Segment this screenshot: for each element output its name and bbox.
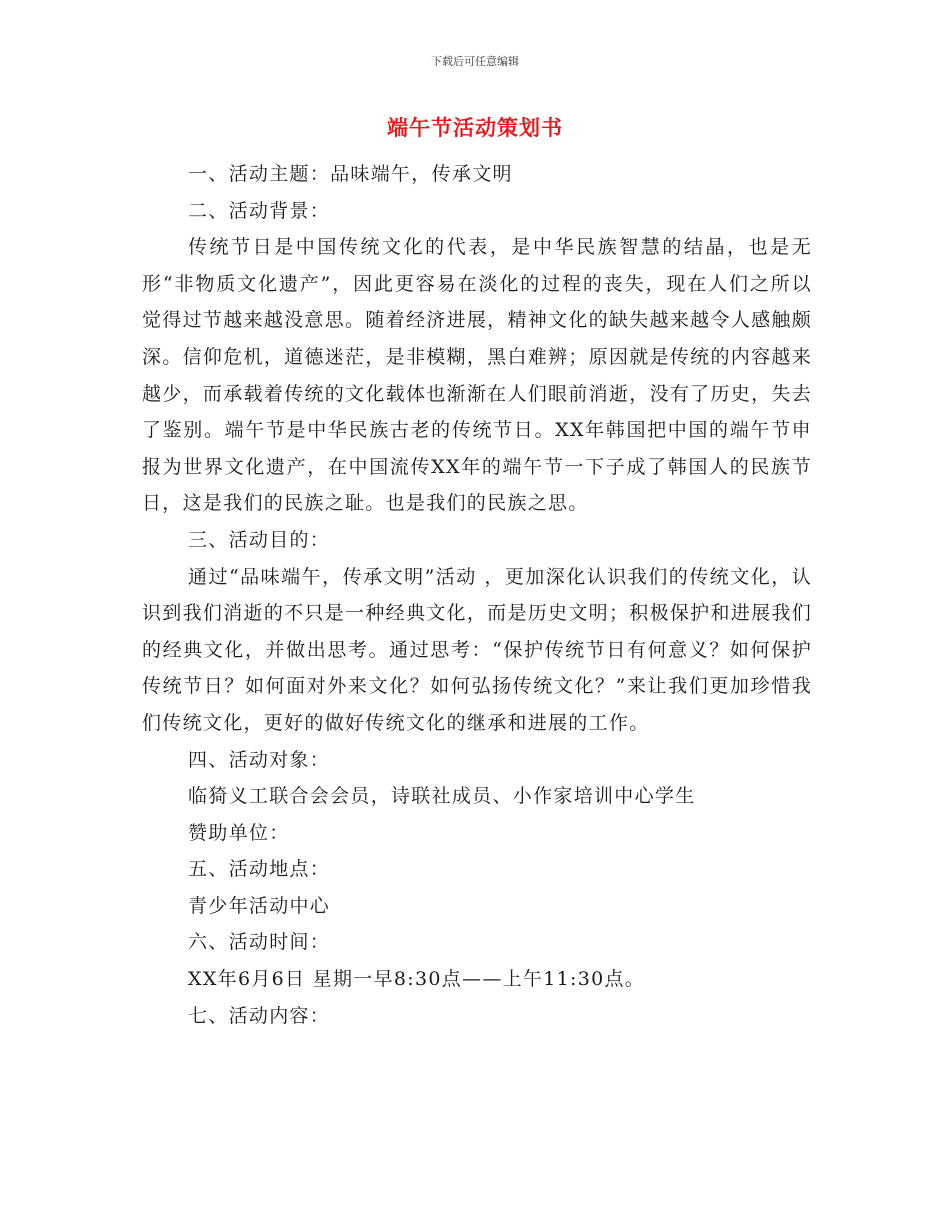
section-time-heading: 六、活动时间： (188, 931, 331, 954)
section-venue-text: 青少年活动中心 (188, 894, 331, 917)
section-purpose-heading: 三、活动目的： (188, 528, 331, 551)
header-note: 下载后可任意编辑 (431, 55, 519, 68)
document-body (142, 156, 812, 1034)
section-time-text: XX年6月6日 星期一早8:30点——上午11:30点。 (188, 968, 646, 991)
section-audience-heading: 四、活动对象： (188, 748, 331, 771)
section-purpose-text: 通过“品味端午，传承文明”活动 ，更加深化认识我们的传统文化，认识到我们消逝的不只是一种经典文化，而是历史文明；积极保护和进展我们的经典文化，并做出思考。通过思考：“保护传统节日有何意义？如何保护传统节日？如何面对外来文化？如何弘扬传统文化？”来让我们更加珍惜我们传统文化，更好的做好传统文化的继承和进展的工作。 (142, 565, 812, 734)
section-theme: 一、活动主题：品味端午，传承文明 (188, 163, 513, 185)
section-background-heading: 二、活动背景： (188, 199, 331, 222)
section-venue-heading: 五、活动地点： (188, 858, 331, 881)
section-sponsor: 赞助单位： (188, 821, 290, 844)
section-content-heading: 七、活动内容： (188, 1004, 331, 1027)
section-background-text: 传统节日是中国传统文化的代表，是中华民族智慧的结晶，也是无形“非物质文化遗产”，因此更容易在淡化的过程的丧失，现在人们之所以觉得过节越来越没意思。随着经济进展，精神文化的缺失越来越令人感触颇深。信仰危机，道德迷茫，是非模糊，黑白难辨；原因就是传统的内容越来越少，而承载着传统的文化载体也渐渐在人们眼前消逝，没有了历史，失去了鉴别。端午节是中华民族古老的传统节日。XX年韩国把中国的端午节申报为世界文化遗产，在中国流传XX年的端午节一下子成了韩国人的民族节日，这是我们的民族之耻。也是我们的民族之思。 (142, 236, 812, 515)
section-audience-text: 临猗义工联合会会员，诗联社成员、小作家培训中心学生 (188, 785, 696, 808)
document-title: 端午节活动策划书 (387, 116, 563, 140)
